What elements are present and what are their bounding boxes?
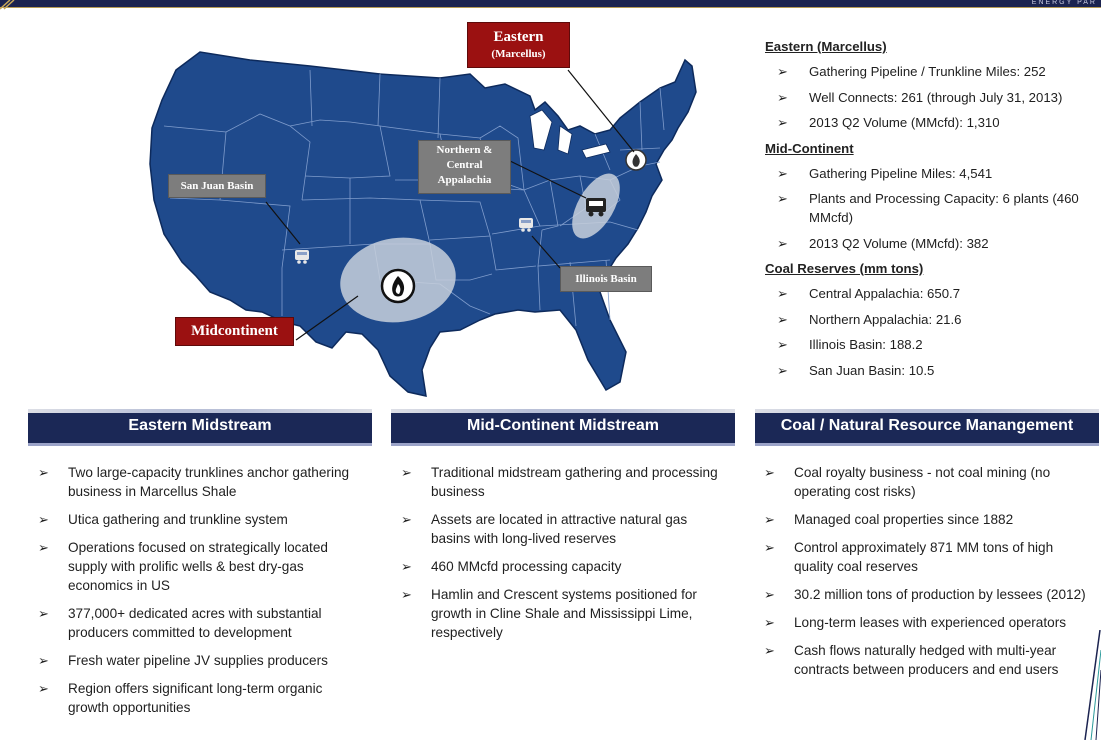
bullet-arrow-icon: ➢ bbox=[401, 512, 412, 527]
list-item-text: Two large-capacity trunklines anchor gathering business in Marcellus Shale bbox=[68, 465, 350, 499]
list-item-text: Long-term leases with experienced operators bbox=[794, 615, 1067, 630]
top-banner-gold-line bbox=[0, 7, 1101, 8]
eastern-midstream-list bbox=[38, 463, 363, 726]
stats-item-text: Gathering Pipeline / Trunkline Miles: 252 bbox=[809, 64, 1046, 79]
bullet-arrow-icon: ➢ bbox=[764, 615, 775, 630]
coal-natural-resource-header: Coal / Natural Resource Manangement bbox=[755, 409, 1099, 446]
gas-flame-icon bbox=[382, 270, 414, 302]
list-item bbox=[764, 510, 1090, 529]
list-item-text: 460 MMcfd processing capacity bbox=[431, 559, 622, 574]
stats-item bbox=[765, 310, 1095, 329]
coal-natural-resource-list bbox=[764, 463, 1090, 688]
stats-item-text: San Juan Basin: 10.5 bbox=[809, 362, 935, 378]
stats-item bbox=[765, 284, 1095, 303]
bullet-arrow-icon: ➢ bbox=[777, 286, 788, 301]
list-item-text: Fresh water pipeline JV supplies producers bbox=[68, 653, 328, 668]
bullet-arrow-icon: ➢ bbox=[401, 587, 412, 602]
list-item bbox=[764, 463, 1090, 501]
stats-item-text: Well Connects: 261 (through July 31, 2013) bbox=[809, 89, 1063, 105]
list-item bbox=[764, 641, 1090, 679]
stats-section-heading: Eastern (Marcellus) bbox=[765, 39, 887, 54]
bullet-arrow-icon: ➢ bbox=[777, 115, 788, 130]
stats-item bbox=[765, 361, 1095, 380]
list-item-text: 30.2 million tons of production by lessees (2012) bbox=[794, 587, 1086, 602]
list-item bbox=[401, 510, 726, 548]
gas-flame-icon bbox=[626, 150, 646, 170]
callout-line: Appalachia bbox=[437, 174, 492, 186]
stats-item bbox=[765, 335, 1095, 354]
list-item-text: Hamlin and Crescent systems positioned for growth in Cline Shale and Mississippi Lime, respectively bbox=[431, 587, 697, 640]
list-item-text: Control approximately 871 MM tons of high quality coal reserves bbox=[794, 540, 1054, 574]
list-item bbox=[38, 604, 363, 642]
decorative-accent-lines bbox=[1071, 630, 1101, 740]
stats-item bbox=[765, 164, 1095, 183]
stats-section-heading: Coal Reserves (mm tons) bbox=[765, 261, 924, 276]
bullet-arrow-icon: ➢ bbox=[401, 465, 412, 480]
northern-central-appalachia-callout bbox=[418, 140, 511, 194]
eastern-callout bbox=[467, 22, 570, 68]
stats-item bbox=[765, 234, 1095, 253]
bullet-arrow-icon: ➢ bbox=[764, 465, 775, 480]
bullet-arrow-icon: ➢ bbox=[764, 643, 775, 658]
san-juan-basin-callout: San Juan Basin bbox=[168, 174, 266, 198]
list-item bbox=[764, 613, 1090, 632]
bullet-arrow-icon: ➢ bbox=[38, 465, 49, 480]
midcontinent-callout: Midcontinent bbox=[175, 317, 294, 346]
bullet-arrow-icon: ➢ bbox=[38, 681, 49, 696]
list-item bbox=[401, 463, 726, 501]
stats-item bbox=[765, 189, 1095, 227]
callout-line: Northern & bbox=[436, 144, 493, 156]
list-item bbox=[38, 651, 363, 670]
stats-item bbox=[765, 88, 1095, 107]
bullet-arrow-icon: ➢ bbox=[777, 362, 788, 378]
top-banner bbox=[0, 0, 1101, 7]
eastern-callout-title: Eastern bbox=[493, 29, 544, 45]
stats-item-text: Northern Appalachia: 21.6 bbox=[809, 311, 962, 327]
stats-section-eastern bbox=[765, 37, 1095, 132]
stats-item-text: Plants and Processing Capacity: 6 plants (460 MMcfd) bbox=[809, 191, 1079, 225]
bullet-arrow-icon: ➢ bbox=[777, 311, 788, 327]
eastern-midstream-header: Eastern Midstream bbox=[28, 409, 372, 446]
brand-tag: ENERGY PAR bbox=[1031, 0, 1097, 6]
us-map-graphic bbox=[140, 30, 740, 410]
list-item-text: Assets are located in attractive natural gas basins with long-lived reserves bbox=[431, 512, 688, 546]
list-item bbox=[764, 538, 1090, 576]
corner-logo-icon bbox=[0, 0, 28, 10]
list-item-text: Traditional midstream gathering and processing business bbox=[431, 465, 718, 499]
list-item bbox=[38, 538, 363, 595]
list-item-text: Utica gathering and trunkline system bbox=[68, 512, 288, 527]
bullet-arrow-icon: ➢ bbox=[777, 64, 788, 79]
stats-item-text: Gathering Pipeline Miles: 4,541 bbox=[809, 165, 993, 181]
bullet-arrow-icon: ➢ bbox=[38, 606, 49, 621]
callout-line: Central bbox=[446, 159, 483, 171]
stats-sidebar bbox=[765, 37, 1095, 386]
illinois-basin-callout: Illinois Basin bbox=[560, 266, 652, 292]
stats-item bbox=[765, 62, 1095, 81]
us-map bbox=[140, 30, 740, 410]
list-item-text: Operations focused on strategically located supply with prolific wells & best dry-gas economics in US bbox=[68, 540, 328, 593]
stats-item-text: Illinois Basin: 188.2 bbox=[809, 337, 923, 352]
bullet-arrow-icon: ➢ bbox=[764, 540, 775, 555]
bullet-arrow-icon: ➢ bbox=[38, 653, 49, 668]
list-item-text: Cash flows naturally hedged with multi-year contracts between producers and end users bbox=[794, 643, 1059, 677]
bullet-arrow-icon: ➢ bbox=[777, 235, 788, 251]
bullet-arrow-icon: ➢ bbox=[38, 512, 49, 527]
list-item bbox=[38, 463, 363, 501]
bullet-arrow-icon: ➢ bbox=[777, 89, 788, 105]
bullet-arrow-icon: ➢ bbox=[38, 540, 49, 555]
stats-item-text: Central Appalachia: 650.7 bbox=[809, 286, 961, 301]
bullet-arrow-icon: ➢ bbox=[764, 512, 775, 527]
eastern-callout-subtitle: (Marcellus) bbox=[491, 48, 546, 60]
bullet-arrow-icon: ➢ bbox=[401, 559, 412, 574]
stats-item-text: 2013 Q2 Volume (MMcfd): 1,310 bbox=[809, 115, 1000, 130]
stats-item bbox=[765, 113, 1095, 132]
list-item-text: Managed coal properties since 1882 bbox=[794, 512, 1014, 527]
mid-continent-midstream-list bbox=[401, 463, 726, 651]
list-item-text: 377,000+ dedicated acres with substantial producers committed to development bbox=[68, 606, 322, 640]
bullet-arrow-icon: ➢ bbox=[764, 587, 775, 602]
stats-item-text: 2013 Q2 Volume (MMcfd): 382 bbox=[809, 235, 989, 251]
stats-section-heading: Mid-Continent bbox=[765, 140, 854, 156]
bullet-arrow-icon: ➢ bbox=[777, 165, 788, 181]
stats-section-coal-reserves bbox=[765, 259, 1095, 380]
list-item bbox=[764, 585, 1090, 604]
list-item bbox=[38, 510, 363, 529]
mid-continent-midstream-header: Mid-Continent Midstream bbox=[391, 409, 735, 446]
bullet-arrow-icon: ➢ bbox=[777, 337, 788, 352]
list-item-text: Region offers significant long-term organic growth opportunities bbox=[68, 681, 323, 715]
list-item bbox=[401, 557, 726, 576]
bullet-arrow-icon: ➢ bbox=[777, 191, 788, 206]
list-item bbox=[38, 679, 363, 717]
list-item-text: Coal royalty business - not coal mining (no operating cost risks) bbox=[794, 465, 1051, 499]
stats-section-midcontinent bbox=[765, 139, 1095, 253]
list-item bbox=[401, 585, 726, 642]
